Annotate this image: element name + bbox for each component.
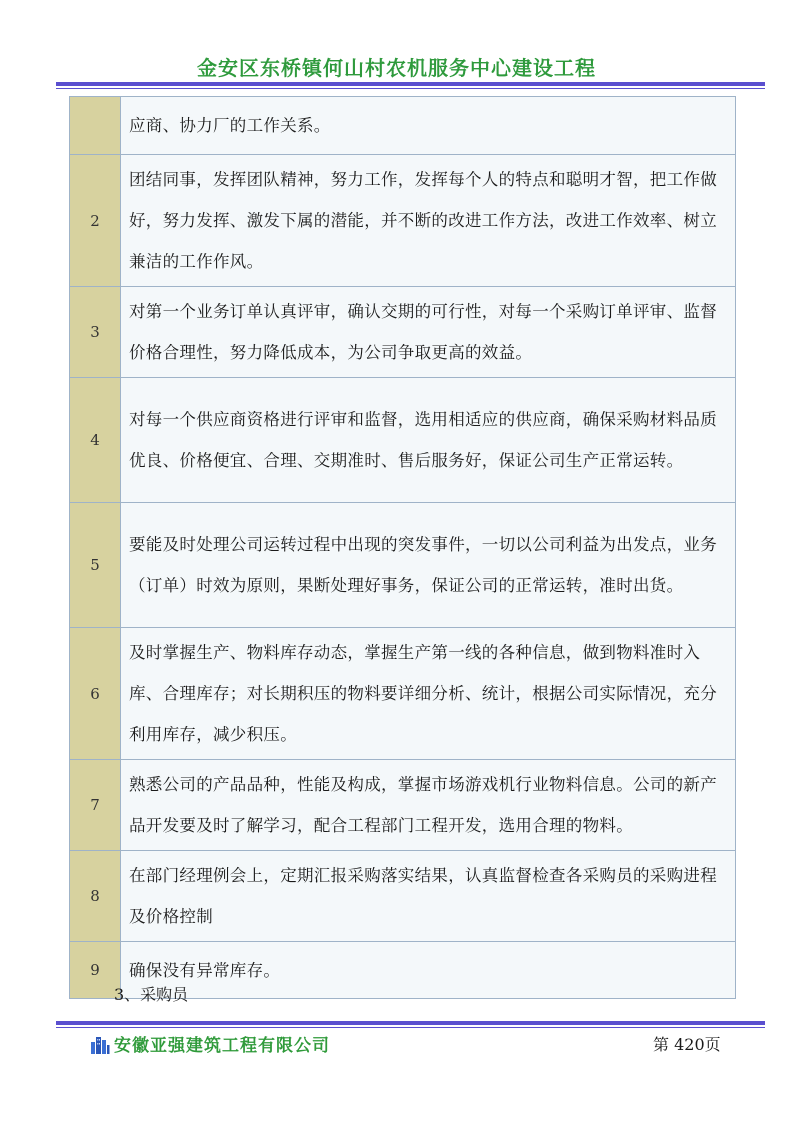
table-row <box>70 97 736 155</box>
table-row <box>70 628 736 760</box>
row-text: 对第一个业务订单认真评审，确认交期的可行性，对每一个采购订单评审、监督价格合理性，努力降低成本，为公司争取更高的效益。 <box>121 287 736 378</box>
page-number: 第 420页 <box>653 1035 721 1054</box>
section-heading: 3、采购员 <box>114 985 189 1004</box>
duties-table <box>69 96 736 999</box>
table-row <box>70 155 736 287</box>
document-header-title: 金安区东桥镇何山村农机服务中心建设工程 <box>197 56 596 80</box>
table-row <box>70 760 736 851</box>
row-text: 确保没有异常库存。 <box>121 942 736 999</box>
footer-company <box>90 1031 330 1056</box>
row-number: 6 <box>70 628 121 760</box>
row-number: 3 <box>70 287 121 378</box>
row-text: 及时掌握生产、物料库存动态，掌握生产第一线的各种信息，做到物料准时入库、合理库存；对长期积压的物料要详细分析、统计，根据公司实际情况，充分利用库存，减少积压。 <box>121 628 736 760</box>
row-number: 8 <box>70 851 121 942</box>
header-rule <box>56 82 765 89</box>
row-number: 9 <box>70 942 121 999</box>
table-row <box>70 503 736 628</box>
row-text: 团结同事，发挥团队精神，努力工作，发挥每个人的特点和聪明才智，把工作做好，努力发挥、激发下属的潜能，并不断的改进工作方法，改进工作效率、树立兼洁的工作作风。 <box>121 155 736 287</box>
row-text: 要能及时处理公司运转过程中出现的突发事件，一切以公司利益为出发点，业务（订单）时效为原则，果断处理好事务，保证公司的正常运转，准时出货。 <box>121 503 736 628</box>
row-text: 在部门经理例会上，定期汇报采购落实结果，认真监督检查各采购员的采购进程及价格控制 <box>121 851 736 942</box>
row-number: 2 <box>70 155 121 287</box>
table-row <box>70 378 736 503</box>
row-text: 对每一个供应商资格进行评审和监督，选用相适应的供应商，确保采购材料品质优良、价格便宜、合理、交期准时、售后服务好，保证公司生产正常运转。 <box>121 378 736 503</box>
row-text: 应商、协力厂的工作关系。 <box>121 97 736 155</box>
row-number: 7 <box>70 760 121 851</box>
row-text: 熟悉公司的产品品种，性能及构成，掌握市场游戏机行业物料信息。公司的新产品开发要及时了解学习，配合工程部门工程开发，选用合理的物料。 <box>121 760 736 851</box>
row-number <box>70 97 121 155</box>
company-name: 安徽亚强建筑工程有限公司 <box>114 1036 330 1056</box>
building-logo-icon <box>90 1034 110 1054</box>
table-row <box>70 851 736 942</box>
footer-rule <box>56 1021 765 1028</box>
row-number: 4 <box>70 378 121 503</box>
row-number: 5 <box>70 503 121 628</box>
table-row <box>70 287 736 378</box>
